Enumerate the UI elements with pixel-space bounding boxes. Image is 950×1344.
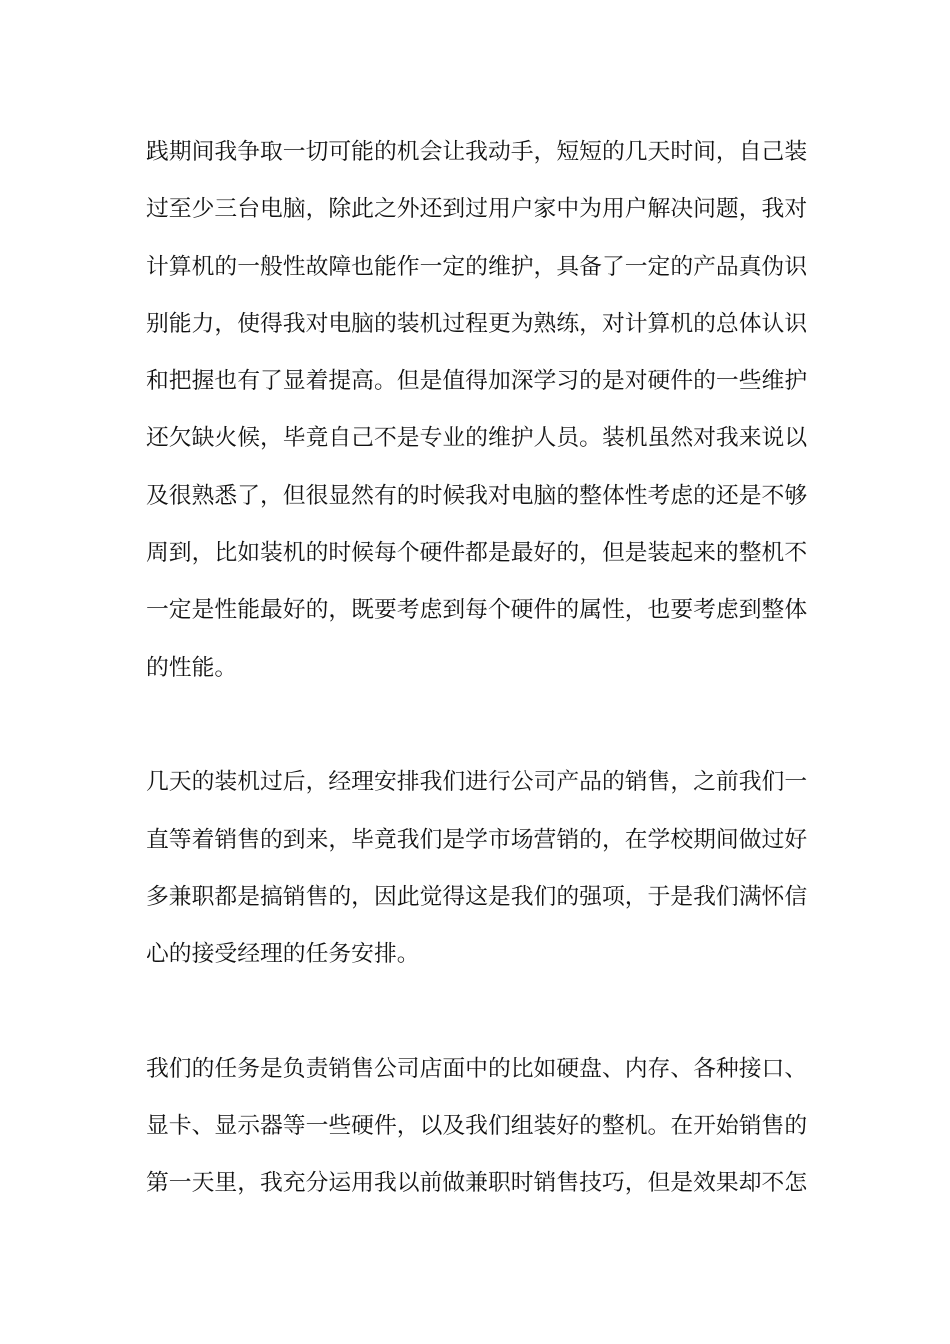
text-line: 我们的任务是负责销售公司店面中的比如硬盘、内存、各种接口、	[146, 1055, 808, 1082]
text-line: 及很熟悉了，但很显然有的时候我对电脑的整体性考虑的还是不够	[146, 482, 808, 509]
text-line: 心的接受经理的任务安排。	[146, 941, 420, 968]
text-line: 还欠缺火候，毕竟自己不是专业的维护人员。装机虽然对我来说以	[146, 425, 808, 452]
text-line: 践期间我争取一切可能的机会让我动手，短短的几天时间，自己装	[146, 139, 808, 165]
document-body	[146, 124, 810, 1213]
text-line: 过至少三台电脑，除此之外还到过用户家中为用户解决问题，我对	[146, 196, 808, 223]
paragraph-1	[146, 124, 810, 697]
text-line: 计算机的一般性故障也能作一定的维护，具备了一定的产品真伪识	[146, 253, 808, 280]
text-line: 显卡、显示器等一些硬件，以及我们组装好的整机。在开始销售的	[146, 1113, 808, 1140]
text-line: 多兼职都是搞销售的，因此觉得这是我们的强项，于是我们满怀信	[146, 883, 808, 910]
paragraph-2	[146, 754, 810, 983]
text-line: 的性能。	[146, 654, 238, 681]
text-line: 第一天里，我充分运用我以前做兼职时销售技巧，但是效果却不怎	[146, 1170, 808, 1197]
text-line: 几天的装机过后，经理安排我们进行公司产品的销售，之前我们一	[146, 769, 808, 796]
text-line: 直等着销售的到来，毕竟我们是学市场营销的，在学校期间做过好	[146, 826, 808, 853]
text-line: 和把握也有了显着提高。但是值得加深学习的是对硬件的一些维护	[146, 368, 808, 395]
text-line: 一定是性能最好的，既要考虑到每个硬件的属性，也要考虑到整体	[146, 597, 808, 624]
text-line: 周到，比如装机的时候每个硬件都是最好的，但是装起来的整机不	[146, 540, 808, 567]
paragraph-3	[146, 1041, 810, 1213]
text-line: 别能力，使得我对电脑的装机过程更为熟练，对计算机的总体认识	[146, 310, 808, 337]
